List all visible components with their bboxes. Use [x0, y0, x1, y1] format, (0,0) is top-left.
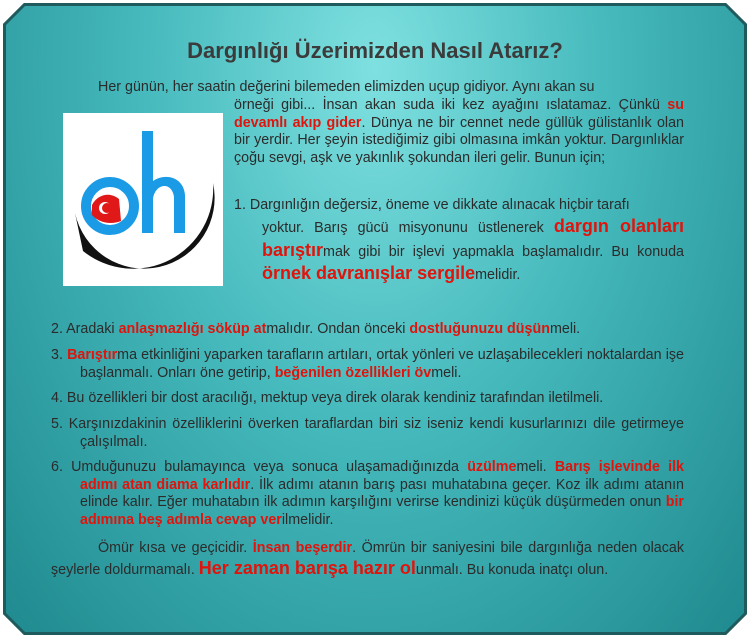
- closing-highlight-2: Her zaman barışa hazır ol: [198, 557, 416, 578]
- item-6-highlight-2: Barış işlevinde ilk adımı atan diama karlıdır: [80, 459, 684, 493]
- item-6-text-1: 6. Umduğunuzu bulamayınca veya sonuca ulaşamadığınızda: [51, 459, 468, 475]
- item-2-text-2: malıdır. Ondan önceki: [266, 321, 410, 337]
- item-6-highlight-3: bir adımına beş adımla cevap ver: [80, 494, 684, 528]
- item-1-number: 1. Dargınlığın değersiz, öneme ve dikkate alınacak hiçbir tarafı: [234, 197, 630, 213]
- item-6-text-2: meli.: [516, 459, 555, 475]
- closing-text-3: unmalı. Bu konuda inatçı olun.: [415, 561, 609, 578]
- item-1-text-3: melidir.: [475, 267, 521, 283]
- item-2-highlight-1: anlaşmazlığı söküp at: [118, 321, 267, 337]
- intro-paragraph: [234, 97, 684, 167]
- item-6-text-4: ilmelidir.: [281, 511, 334, 528]
- item-3-text-1: 3.: [51, 347, 68, 363]
- closing-paragraph: [51, 539, 684, 580]
- closing-highlight-1: İnsan beşerdir: [252, 540, 353, 556]
- item-3: [51, 347, 684, 382]
- intro-first-line: Her günün, her saatin değerini bilemeden elimizden uçup gidiyor. Aynı akan su: [98, 79, 595, 95]
- item-3-highlight-1: Barıştır: [67, 347, 118, 363]
- item-6: [51, 459, 684, 529]
- logo: [63, 113, 223, 286]
- item-2-highlight-2: dostluğunuzu düşün: [409, 321, 550, 337]
- item-5: 5. Karşınızdakinin özelliklerini överken taraflardan biri siz iseniz kendi kusurlarınızı dile getirmeye çalışılmalı.: [51, 416, 684, 450]
- item-1-text-1: yoktur. Barış gücü misyonunu üstlenerek: [262, 220, 544, 236]
- item-3-text-3: meli.: [431, 364, 462, 381]
- intro-text-1: örneği gibi... İnsan akan suda iki kez ayağını ıslatamaz. Çünkü: [234, 97, 660, 113]
- item-2-text-1: 2. Aradaki: [51, 321, 119, 337]
- item-3-text-2: ma etkinliğini yaparken tarafların artıları, ortak yönleri ve uzlaşabilecekleri noktalardan işe başlanmalı. Onları öne getirip,: [80, 347, 685, 381]
- intro-highlight: su devamlı akıp gider: [234, 97, 684, 131]
- item-6-highlight-1: üzülme: [467, 459, 517, 475]
- item-2-text-3: meli.: [549, 321, 581, 337]
- closing-text-2: . Ömrün bir saniyesini bile dargınlığa neden olacak şeylerle doldurmamalı.: [51, 540, 684, 578]
- item-1-highlight-1: dargın olanları barıştır: [262, 216, 684, 260]
- item-3-highlight-2: beğenilen özellikleri öv: [274, 364, 432, 381]
- item-1: [262, 216, 684, 287]
- page-title: Dargınlığı Üzerimizden Nasıl Atarız?: [187, 38, 563, 63]
- item-6-text-3: . İlk adımı atanın barış pası muhatabına geçer. Koz ilk adımı atanın elinde kalır. Eğer muhatabın ilk adımın karşılığını verirse kendinizi küçük düşürmeden onun: [80, 476, 684, 510]
- item-1-highlight-2: örnek davranışlar sergile: [262, 263, 476, 283]
- intro-text-2: . Dünya ne bir cennet nede güllük gülistanlık olan bir yerdir. Her şeyin istediğimiz gibi olmasına imkân yoktur. Dargınlıklar çoğu sevgi, aşk ve yakınlık şokundan ileri gelir. Bunun için;: [234, 114, 685, 166]
- item-1-text-2: mak gibi bir işlevi yapmakla başlamalıdır. Bu konuda: [323, 243, 684, 260]
- item-4: 4. Bu özellikleri bir dost aracılığı, mektup veya direk olarak kendiniz tarafından iletilmeli.: [51, 390, 604, 406]
- item-2: [51, 321, 684, 339]
- closing-text-1: Ömür kısa ve geçicidir.: [98, 540, 253, 556]
